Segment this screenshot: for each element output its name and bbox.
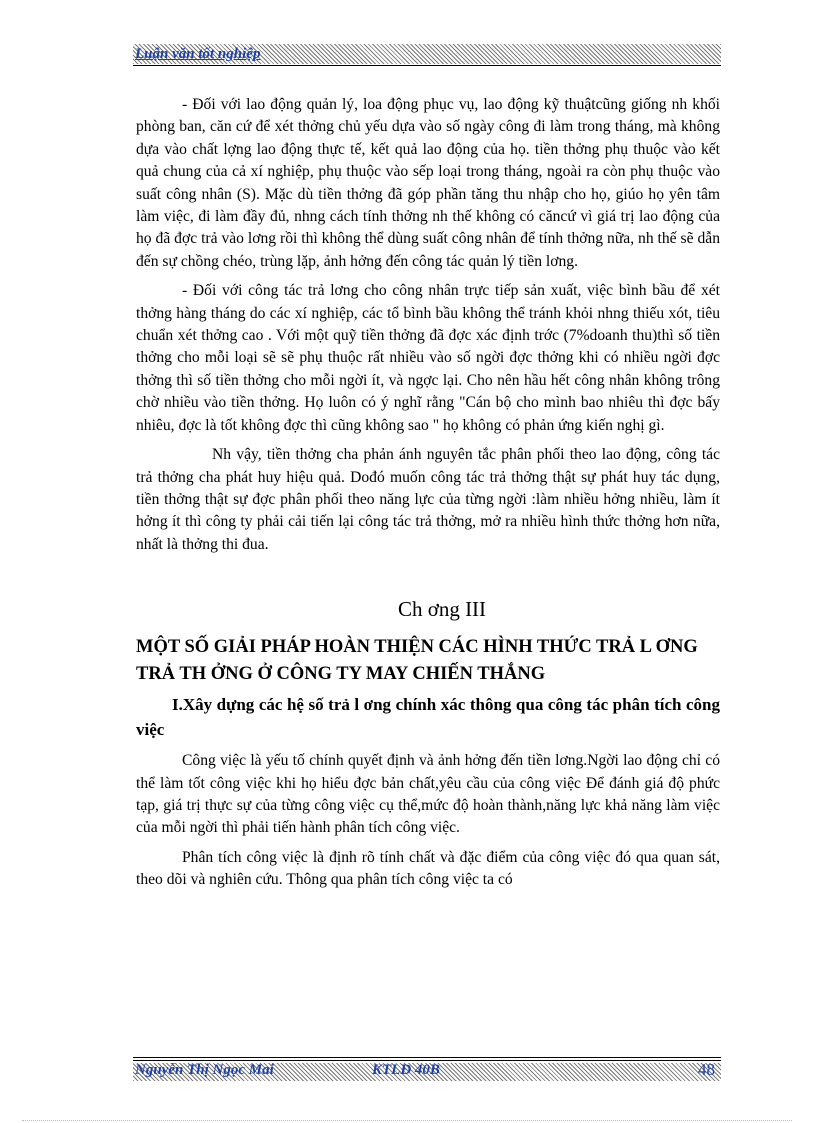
paragraph-worker-bonus: - Đối với công tác trả lơng cho công nhân trực tiếp sản xuất, việc bình bầu để xét thởng hàng tháng do các xí nghiệp, các tổ bình bầu không thể tránh khỏi nhng thiếu xót, tiêu chuẩn xét thởng cao . Với một quỹ tiền thởng đã đợc xác định trớc (7%doanh thu)thì số tiền thởng cho mỗi loại sẽ sẽ phụ thuộc rất nhiều vào số ngời đợc thởng khi có nhiều ngời đợc thởng thì số tiền thởng cho mỗi ngời ít, và ngợc lại. Cho nên hầu hết công nhân không trông chờ nhiều vào tiền thởng. Họ luôn có ý nghĩ rằng "Cán bộ cho mình bao nhiêu thì đợc bấy nhiêu, đợc là tốt không đợc thì cũng không sao " họ không có phản ứng kiến nghị gì. xyxy=(136,282,720,434)
header-title: Luận văn tốt nghiệp xyxy=(135,46,261,62)
chapter-title: MỘT SỐ GIẢI PHÁP HOÀN THIỆN CÁC HÌNH THỨC TRẢ L ƠNG TRẢ TH ỞNG Ở CÔNG TY MAY CHIẾN THẮNG xyxy=(136,637,698,685)
footer-rule-top xyxy=(133,1057,721,1058)
paragraph-bonus-conclusion: Nh vậy, tiền thởng cha phản ánh nguyên tắc phân phối theo lao động, công tác trả thởng cha phát huy hiệu quả. Dođó muốn công tác trả thởng thật sự phát huy tác dụng, tiền thởng thật sự đợc phân phối theo năng lực của từng ngời :làm nhiều hởng nhiều, làm ít hởng ít thì công ty phải cải tiến lại công tác trả thởng, mở ra nhiều hình thức thởng hơn nữa, nhất là thởng thi đua. xyxy=(136,446,720,553)
page-number: 48 xyxy=(698,1060,715,1079)
page-bottom-border xyxy=(22,1120,792,1121)
section-title: I.Xây dựng các hệ số trả l ơng chính xác thông qua công tác phân tích công việc xyxy=(136,695,720,740)
chapter-label: Ch ơng III xyxy=(397,597,487,622)
paragraph-job-analysis: Phân tích công việc là định rõ tính chất và đặc điểm của công việc đó qua quan sát, theo dõi và nghiên cứu. Thông qua phân tích công việc ta có xyxy=(136,848,720,889)
paragraph-job-importance: Công việc là yếu tố chính quyết định và ảnh hởng đến tiền lơng.Ngời lao động chỉ có thể làm tốt công việc khi họ hiểu đợc bản chất,yêu cầu của công việc Để đánh giá độ phức tạp, giá trị thực sự của từng công việc cụ thể,mức độ hoàn thành,năng lực khả năng làm việc của mỗi ngời thì phải tiến hành phân tích công việc. xyxy=(136,752,720,837)
footer-rule-bottom xyxy=(133,1060,721,1061)
paragraph-management-bonus: - Đối với lao động quản lý, loa động phục vụ, lao động kỹ thuậtcũng giống nh khối phòng ban, căn cứ để xét thởng chủ yếu dựa vào số ngày công đi làm trong tháng, mà không dựa vào chất lợng lao động thực tế, kết quả lao động của họ. tiền thởng phụ thuộc vào kết quả chung của cả xí nghiệp, phụ thuộc vào sếp loại trong tháng, ngoài ra còn phụ thuộc vào suất công nhân (S). Mặc dù tiền thởng đã góp phần tăng thu nhập cho họ, giúo họ yên tâm làm việc, đi làm đầy đủ, nhng cách tính thởng nh thế không có căncứ vì giá trị lao động của họ đã đợc trả vào lơng rồi thì không thể dùng suất công nhân để tính thởng nữa, nh thế sẽ dẫn đến sự chồng chéo, trùng lặp, ảnh hởng đến công tác quản lý tiền lơng. xyxy=(136,96,720,270)
page-body xyxy=(136,94,720,899)
footer-author-name: Nguyễn Thị Ngọc Mai xyxy=(135,1062,274,1078)
footer-class-code: KTLĐ 40B xyxy=(372,1062,440,1078)
header-rule xyxy=(133,65,721,66)
